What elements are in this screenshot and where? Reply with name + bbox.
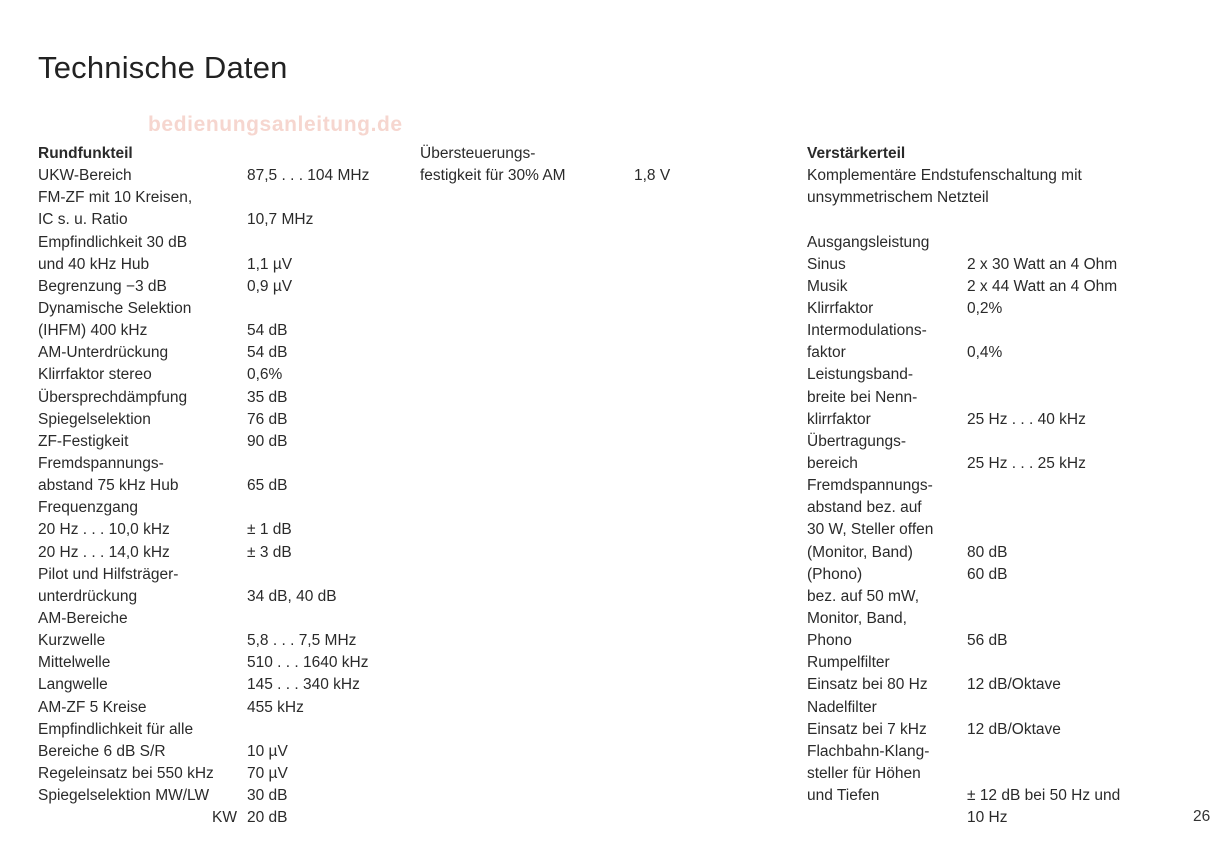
spec-value: 80 dB <box>967 543 1008 561</box>
spec-label: bez. auf 50 mW, <box>807 587 919 605</box>
spec-label: Dynamische Selektion <box>38 299 192 317</box>
spec-row <box>807 276 1187 298</box>
spec-label: Musik <box>807 277 848 295</box>
spec-value: 145 . . . 340 kHz <box>247 676 360 694</box>
spec-label: Bereiche 6 dB S/R <box>38 742 166 760</box>
spec-value: 5,8 . . . 7,5 MHz <box>247 632 357 650</box>
spec-row <box>38 342 398 364</box>
spec-label: Spiegelselektion MW/LW <box>38 787 210 805</box>
spec-label: Spiegelselektion <box>38 410 151 428</box>
spec-label: Regeleinsatz bei 550 kHz <box>38 764 214 782</box>
spec-label: (Monitor, Band) <box>807 543 913 561</box>
spec-row <box>807 475 1187 497</box>
spec-row <box>38 564 398 586</box>
spec-row <box>38 719 398 741</box>
spec-value: 54 dB <box>247 322 288 340</box>
spec-label: Fremdspannungs- <box>38 454 164 472</box>
spec-value: 70 µV <box>247 764 288 782</box>
spec-label: breite bei Nenn- <box>807 388 918 406</box>
spec-row <box>38 519 398 541</box>
spec-row <box>38 763 398 785</box>
spec-label: Mittelwelle <box>38 654 111 672</box>
spec-label: Rumpelfilter <box>807 654 890 672</box>
spec-row <box>38 431 398 453</box>
watermark: bedienungsanleitung.de <box>148 113 403 136</box>
spec-label: unterdrückung <box>38 587 138 605</box>
spec-label: AM-Unterdrückung <box>38 344 169 362</box>
spec-row <box>38 475 398 497</box>
spec-row <box>38 165 398 187</box>
spec-label: Kurzwelle <box>38 632 106 650</box>
spec-label: faktor <box>807 344 846 362</box>
spec-label: ZF-Festigkeit <box>38 432 129 450</box>
spec-label: abstand 75 kHz Hub <box>38 477 179 495</box>
spec-row <box>38 785 398 807</box>
spec-row <box>807 763 1187 785</box>
spec-row <box>807 652 1187 674</box>
spec-label: Langwelle <box>38 676 108 694</box>
spec-row <box>38 453 398 475</box>
spec-row <box>38 497 398 519</box>
spec-label: IC s. u. Ratio <box>38 211 128 229</box>
section-heading <box>38 143 398 165</box>
verstaerkerteil-section <box>807 143 1187 829</box>
spec-row <box>807 342 1187 364</box>
spec-value: 25 Hz . . . 40 kHz <box>967 410 1086 428</box>
spec-label: Sinus <box>807 255 846 273</box>
spec-label: Klirrfaktor stereo <box>38 366 152 384</box>
spec-value: 35 dB <box>247 388 288 406</box>
spec-row <box>807 719 1187 741</box>
spec-value: 25 Hz . . . 25 kHz <box>967 454 1086 472</box>
spec-value: 0,4% <box>967 344 1003 362</box>
spec-label: (IHFM) 400 kHz <box>38 322 148 340</box>
spec-label: (Phono) <box>807 565 863 583</box>
intro-line: Komplementäre Endstufenschaltung mit <box>807 167 1082 185</box>
spec-label: Ausgangsleistung <box>807 233 930 251</box>
spec-row <box>807 320 1187 342</box>
spec-label: Fremdspannungs- <box>807 477 933 495</box>
spec-row <box>38 630 398 652</box>
spec-row <box>38 542 398 564</box>
spec-value: 10 µV <box>247 742 288 760</box>
spec-value: 65 dB <box>247 477 288 495</box>
spec-label: steller für Höhen <box>807 764 921 782</box>
spec-label: bereich <box>807 454 858 472</box>
spec-value: 1,1 µV <box>247 255 293 273</box>
spec-row <box>807 741 1187 763</box>
spec-row <box>420 165 740 187</box>
spec-label: Übersprechdämpfung <box>38 388 188 406</box>
spec-row <box>807 807 1187 829</box>
spec-value: 12 dB/Oktave <box>967 720 1061 738</box>
spec-row <box>38 364 398 386</box>
spec-value: 2 x 44 Watt an 4 Ohm <box>967 277 1118 295</box>
spec-value: 34 dB, 40 dB <box>247 587 337 605</box>
page-number: 26 <box>1193 808 1211 825</box>
spec-row <box>807 232 1187 254</box>
spec-row <box>38 320 398 342</box>
spec-row <box>38 608 398 630</box>
spec-row <box>807 519 1187 541</box>
spec-row <box>38 652 398 674</box>
spec-value: 10 Hz <box>967 809 1008 827</box>
spec-row <box>807 364 1187 386</box>
spec-row <box>807 409 1187 431</box>
spec-value: 2 x 30 Watt an 4 Ohm <box>967 255 1118 273</box>
spec-value: 10,7 MHz <box>247 211 314 229</box>
spec-value: 0,9 µV <box>247 277 293 295</box>
spec-row <box>807 697 1187 719</box>
spec-row <box>38 674 398 696</box>
spec-label: abstand bez. auf <box>807 499 922 517</box>
spec-label: Empfindlichkeit 30 dB <box>38 233 188 251</box>
spec-value: ± 1 dB <box>247 521 292 539</box>
rundfunkteil-heading: Rundfunkteil <box>38 145 133 162</box>
spec-label: FM-ZF mit 10 Kreisen, <box>38 189 193 207</box>
spec-value: 0,6% <box>247 366 283 384</box>
spec-label: Leistungsband- <box>807 366 913 384</box>
spec-row <box>807 542 1187 564</box>
spec-label: Intermodulations- <box>807 322 927 340</box>
page-title: Technische Daten <box>38 50 288 85</box>
spec-row <box>807 298 1187 320</box>
spec-row <box>807 674 1187 696</box>
uebersteuerung-section <box>420 143 740 187</box>
spec-row <box>807 608 1187 630</box>
spec-row <box>807 453 1187 475</box>
spec-row <box>807 630 1187 652</box>
spec-label: Übertragungs- <box>807 432 907 450</box>
spec-row <box>807 254 1187 276</box>
spec-label: AM-ZF 5 Kreise <box>38 698 147 716</box>
spec-label: Nadelfilter <box>807 698 877 716</box>
spec-label: festigkeit für 30% AM <box>420 167 566 185</box>
intro-line: unsymmetrischem Netzteil <box>807 189 989 207</box>
spec-value: 60 dB <box>967 565 1008 583</box>
spec-label: 20 Hz . . . 10,0 kHz <box>38 521 170 539</box>
spec-label: Begrenzung −3 dB <box>38 277 167 295</box>
spec-label: 20 Hz . . . 14,0 kHz <box>38 543 170 561</box>
spec-value: 76 dB <box>247 410 288 428</box>
spec-label: Phono <box>807 632 852 650</box>
spec-row <box>38 254 398 276</box>
verstaerkerteil-heading: Verstärkerteil <box>807 145 906 162</box>
spec-value: ± 3 dB <box>247 543 292 561</box>
spec-label: Einsatz bei 7 kHz <box>807 720 927 738</box>
spec-value: 455 kHz <box>247 698 304 716</box>
spec-value: 0,2% <box>967 299 1003 317</box>
spec-row <box>38 807 398 829</box>
spec-value: 510 . . . 1640 kHz <box>247 654 369 672</box>
spec-value: 30 dB <box>247 787 288 805</box>
spec-value: ± 12 dB bei 50 Hz und <box>967 787 1121 805</box>
spec-value: 90 dB <box>247 432 288 450</box>
spec-row <box>38 741 398 763</box>
spec-label <box>807 807 967 829</box>
spec-label: Empfindlichkeit für alle <box>38 720 194 738</box>
spec-value: 20 dB <box>247 809 288 827</box>
spec-label: Flachbahn-Klang- <box>807 742 930 760</box>
spec-row <box>807 387 1187 409</box>
spec-row <box>807 785 1187 807</box>
spec-label: Übersteuerungs- <box>420 145 536 162</box>
spec-value: 87,5 . . . 104 MHz <box>247 167 370 185</box>
spec-label: Monitor, Band, <box>807 609 907 627</box>
spec-label: und Tiefen <box>807 787 880 805</box>
spec-row <box>420 143 740 165</box>
spec-row <box>807 564 1187 586</box>
spec-label: und 40 kHz Hub <box>38 255 150 273</box>
spec-label: 30 W, Steller offen <box>807 521 934 539</box>
spec-row <box>38 232 398 254</box>
spec-row <box>38 276 398 298</box>
spec-row <box>807 431 1187 453</box>
spec-row <box>807 497 1187 519</box>
spec-label: KW <box>212 809 237 827</box>
spec-label: Klirrfaktor <box>807 299 874 317</box>
spec-row <box>38 586 398 608</box>
spec-label: klirrfaktor <box>807 410 871 428</box>
spec-row <box>38 209 398 231</box>
spec-label: Pilot und Hilfsträger- <box>38 565 179 583</box>
spec-row <box>38 409 398 431</box>
spec-value: 54 dB <box>247 344 288 362</box>
spec-row <box>38 387 398 409</box>
spec-value: 1,8 V <box>634 167 671 185</box>
spec-value: 12 dB/Oktave <box>967 676 1061 694</box>
spec-row <box>38 298 398 320</box>
spec-row <box>807 586 1187 608</box>
section-heading <box>807 143 1187 165</box>
spec-label: Einsatz bei 80 Hz <box>807 676 928 694</box>
rundfunkteil-section <box>38 143 398 829</box>
spec-value: 56 dB <box>967 632 1008 650</box>
spec-row <box>38 187 398 209</box>
spacer <box>807 209 1187 231</box>
spec-label: Frequenzgang <box>38 499 138 517</box>
spec-row <box>38 697 398 719</box>
spec-label: UKW-Bereich <box>38 167 132 185</box>
spec-label: AM-Bereiche <box>38 609 128 627</box>
